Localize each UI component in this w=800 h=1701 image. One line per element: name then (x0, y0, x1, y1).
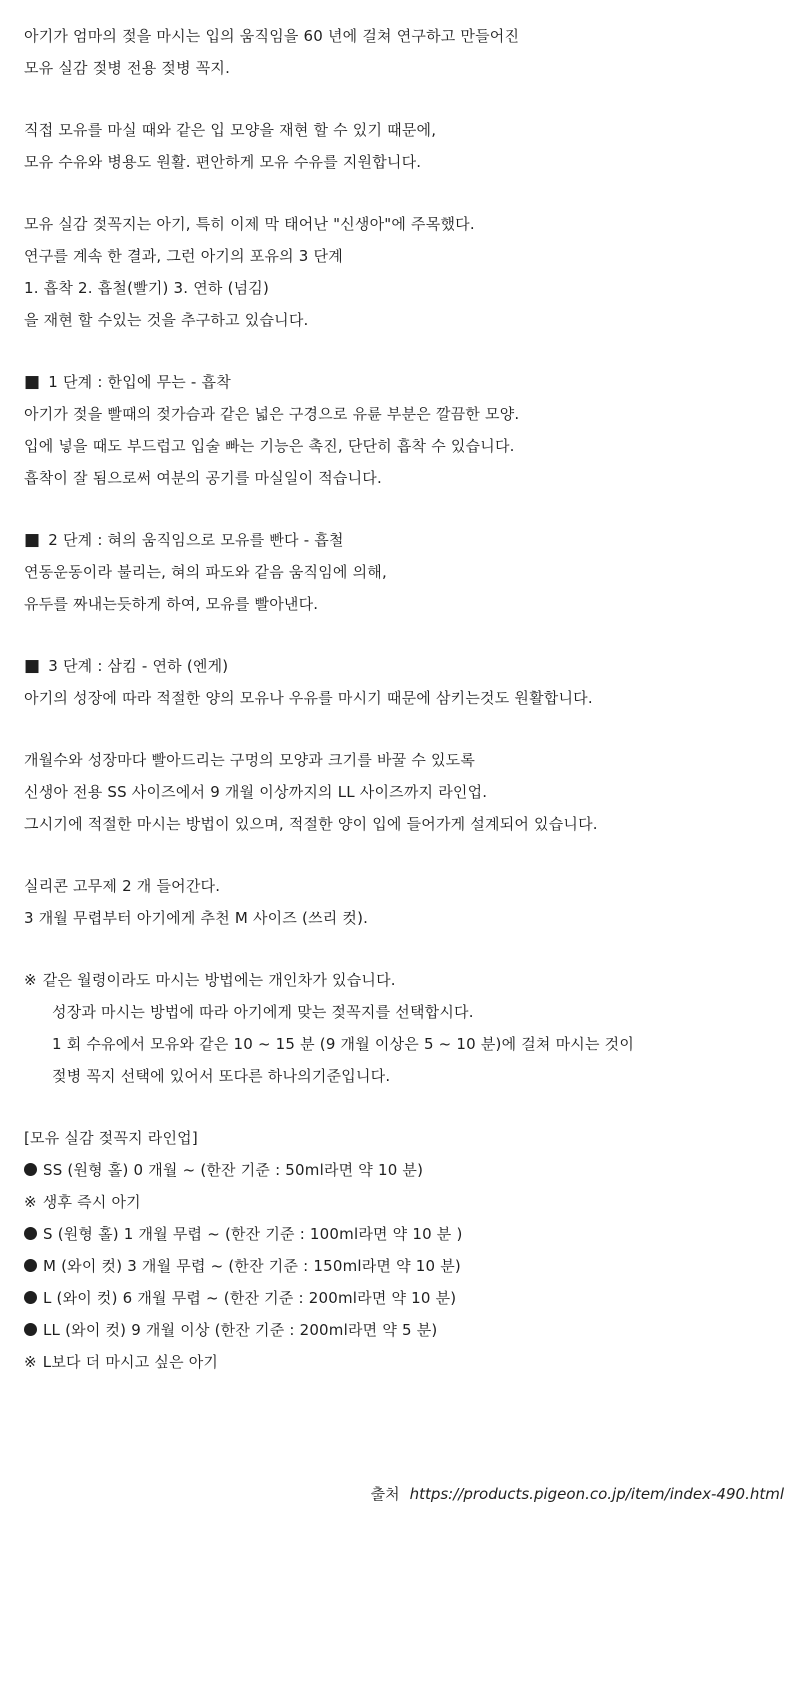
paragraph-line: 을 재현 할 수있는 것을 추구하고 있습니다. (24, 311, 309, 329)
paragraph-line: 실리콘 고무제 2 개 들어간다. (24, 877, 221, 895)
stage-1-title: 1 단계 : 한입에 무는 - 흡착 (48, 373, 231, 391)
lineup-item-note-text: L보다 더 마시고 싶은 아기 (42, 1353, 219, 1371)
lineup-item-text: S (원형 홀) 1 개월 무렵 ~ (한잔 기준 : 100ml라면 약 10 분 ) (43, 1225, 463, 1243)
lineup-item-text: LL (와이 컷) 9 개월 이상 (한잔 기준 : 200ml라면 약 5 분) (43, 1321, 438, 1339)
lineup-item-note (24, 1186, 784, 1218)
paragraph-line: 1. 흡착 2. 흡철(빨기) 3. 연하 (넘김) (24, 279, 270, 297)
lineup-item-note (24, 1346, 784, 1378)
paragraph-line: 개월수와 성장마다 빨아드리는 구멍의 모양과 크기를 바꿀 수 있도록 (24, 751, 476, 769)
note-text: 같은 월령이라도 마시는 방법에는 개인차가 있습니다. (42, 971, 396, 989)
stage-1-line: 입에 넣을 때도 부드럽고 입술 빠는 기능은 촉진, 단단히 흡착 수 있습니다. (24, 437, 515, 455)
stage-3-title: 3 단계 : 삼킴 - 연하 (엔게) (48, 657, 229, 675)
reference-mark-icon: ※ (24, 971, 37, 989)
lineup-title: [모유 실감 젖꼭지 라인업] (24, 1129, 198, 1147)
paragraph-line: 모유 수유와 병용도 원활. 편안하게 모유 수유를 지원합니다. (24, 153, 422, 171)
lineup-item-text: SS (원형 홀) 0 개월 ~ (한잔 기준 : 50ml라면 약 10 분) (43, 1161, 424, 1179)
source-url-link[interactable]: https://products.pigeon.co.jp/item/index-490.html (409, 1485, 784, 1503)
note-line: 젖병 꼭지 선택에 있어서 또다른 하나의기준입니다. (52, 1067, 391, 1085)
stage-1-line: 흡착이 잘 됨으로써 여분의 공기를 마실일이 적습니다. (24, 469, 382, 487)
source-credit (371, 1478, 784, 1510)
intro-line: 아기가 엄마의 젖을 마시는 입의 움직임을 60 년에 걸쳐 연구하고 만들어진 (24, 27, 520, 45)
lineup-item-s (24, 1218, 784, 1250)
lineup-item-text: M (와이 컷) 3 개월 무렵 ~ (한잔 기준 : 150ml라면 약 10 분) (43, 1257, 461, 1275)
bullet-dot-icon (24, 1163, 37, 1176)
lineup-item-ss (24, 1154, 784, 1186)
paragraph-line: 직접 모유를 마실 때와 같은 입 모양을 재현 할 수 있기 때문에, (24, 121, 437, 139)
note-line: 1 회 수유에서 모유와 같은 10 ~ 15 분 (9 개월 이상은 5 ~ 10 분)에 걸쳐 마시는 것이 (52, 1035, 635, 1053)
stage-2-line: 유두를 짜내는듯하게 하여, 모유를 빨아낸다. (24, 595, 319, 613)
paragraph-line: 신생아 전용 SS 사이즈에서 9 개월 이상까지의 LL 사이즈까지 라인업. (24, 783, 488, 801)
stage-2-line: 연동운동이라 불리는, 혀의 파도와 같음 움직임에 의해, (24, 563, 387, 581)
stage-3-heading (24, 650, 784, 682)
bullet-dot-icon (24, 1291, 37, 1304)
note-line: 성장과 마시는 방법에 따라 아기에게 맞는 젖꼭지를 선택합시다. (52, 1003, 474, 1021)
lineup-item-note-text: 생후 즉시 아기 (42, 1193, 141, 1211)
bullet-dot-icon (24, 1259, 37, 1272)
reference-mark-icon: ※ (24, 1353, 37, 1371)
stage-1-heading (24, 366, 784, 398)
note-line (24, 964, 784, 996)
paragraph-line: 연구를 계속 한 결과, 그런 아기의 포유의 3 단계 (24, 247, 343, 265)
paragraph-line: 3 개월 무렵부터 아기에게 추천 M 사이즈 (쓰리 컷). (24, 909, 369, 927)
reference-mark-icon: ※ (24, 1193, 37, 1211)
lineup-item-text: L (와이 컷) 6 개월 무렵 ~ (한잔 기준 : 200ml라면 약 10 분) (43, 1289, 457, 1307)
square-bullet-icon: ■ (24, 530, 41, 550)
document-body (24, 20, 784, 1378)
lineup-item-m (24, 1250, 784, 1282)
stage-2-heading (24, 524, 784, 556)
lineup-item-ll (24, 1314, 784, 1346)
intro-line: 모유 실감 젖병 전용 젖병 꼭지. (24, 59, 231, 77)
lineup-item-l (24, 1282, 784, 1314)
stage-3-line: 아기의 성장에 따라 적절한 양의 모유나 우유를 마시기 때문에 삼키는것도 원활합니다. (24, 689, 593, 707)
square-bullet-icon: ■ (24, 372, 41, 392)
stage-2-title: 2 단계 : 혀의 움직임으로 모유를 빤다 - 흡철 (48, 531, 344, 549)
source-label: 출처 (370, 1485, 400, 1503)
paragraph-line: 모유 실감 젖꼭지는 아기, 특히 이제 막 태어난 "신생아"에 주목했다. (24, 215, 475, 233)
bullet-dot-icon (24, 1227, 37, 1240)
square-bullet-icon: ■ (24, 656, 41, 676)
paragraph-line: 그시기에 적절한 마시는 방법이 있으며, 적절한 양이 입에 들어가게 설계되어 있습니다. (24, 815, 598, 833)
bullet-dot-icon (24, 1323, 37, 1336)
stage-1-line: 아기가 젖을 빨때의 젖가슴과 같은 넓은 구경으로 유륜 부분은 깔끔한 모양. (24, 405, 520, 423)
